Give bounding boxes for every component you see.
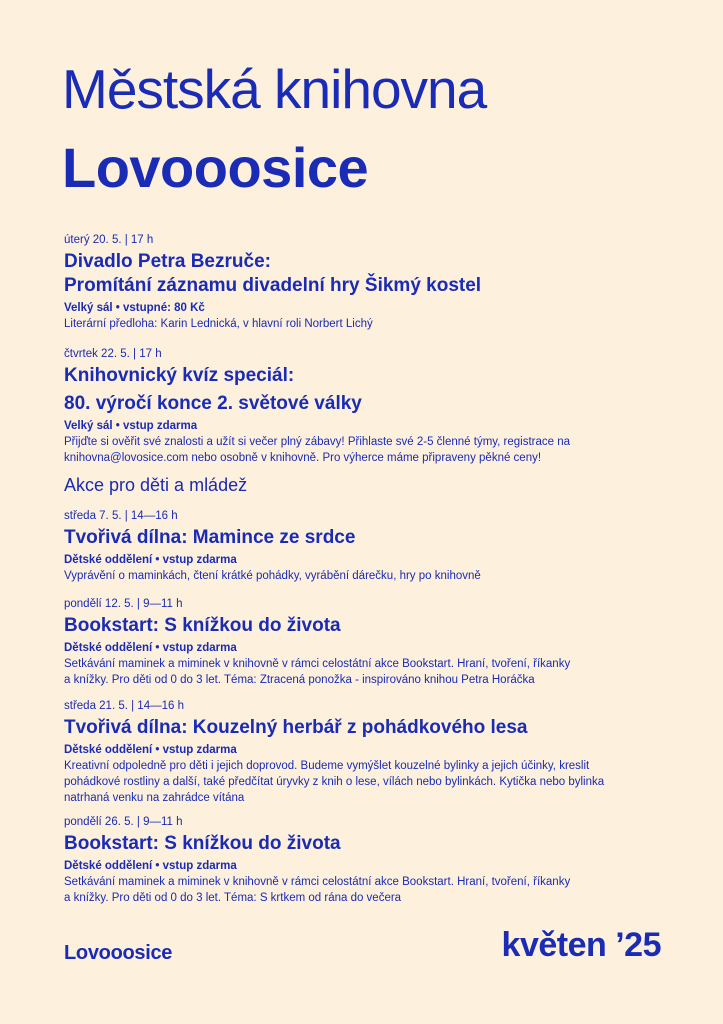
event-item	[64, 346, 664, 466]
event-title: Knihovnický kvíz speciál:	[64, 365, 295, 386]
events-content	[64, 232, 664, 904]
title-line-1: Městská knihovna	[62, 58, 487, 120]
event-date: středa 21. 5. | 14—16 h	[64, 700, 184, 712]
event-description: Setkávání maminek a miminek v knihovně v rámci celostátní akce Bookstart. Hraní, tvoření, říkanky	[64, 876, 571, 888]
event-item	[64, 698, 664, 802]
event-item	[64, 508, 664, 584]
event-description: Kreativní odpoledně pro děti i jejich doprovod. Budeme vymýšlet kouzelné bylinky a jejich účinky, kreslit	[64, 760, 590, 772]
event-title: Bookstart: S knížkou do života	[64, 833, 341, 854]
event-date: pondělí 12. 5. | 9—11 h	[64, 598, 183, 610]
event-description: Přijďte si ověřit své znalosti a užít si večer plný zábavy! Přihlaste své 2-5 členné týmy, registrace na	[64, 436, 571, 448]
section-heading-kids: Akce pro děti a mládež	[64, 475, 248, 495]
event-meta: Velký sál • vstupné: 80 Kč	[64, 302, 205, 314]
event-title: Divadlo Petra Bezruče:	[64, 251, 271, 272]
event-meta: Dětské oddělení • vstup zdarma	[64, 744, 237, 756]
event-item	[64, 814, 664, 904]
event-title: 80. výročí konce 2. světové války	[64, 393, 362, 414]
event-description: a knížky. Pro děti od 0 do 3 let. Téma: Ztracená ponožka - inspirováno knihou Petra Horáčka	[64, 674, 535, 686]
event-item	[64, 232, 664, 334]
event-date: úterý 20. 5. | 17 h	[64, 234, 154, 246]
event-date: čtvrtek 22. 5. | 17 h	[64, 348, 162, 360]
event-meta: Dětské oddělení • vstup zdarma	[64, 554, 237, 566]
event-date: středa 7. 5. | 14—16 h	[64, 510, 178, 522]
event-title: Bookstart: S knížkou do života	[64, 615, 341, 636]
footer-month: květen ’25	[501, 926, 661, 964]
event-title: Tvořivá dílna: Kouzelný herbář z pohádkového lesa	[64, 717, 528, 738]
event-date: pondělí 26. 5. | 9—11 h	[64, 816, 183, 828]
event-description: knihovna@lovosice.com nebo osobně v knihovně. Pro výherce máme připraveny pěkné ceny!	[64, 452, 542, 464]
event-description: pohádkové rostliny a další, také předčítat úryvky z knih o lese, vílách nebo bylinkách. Kytička nebo bylinka	[64, 776, 605, 788]
event-meta: Dětské oddělení • vstup zdarma	[64, 860, 237, 872]
event-description: Literární předloha: Karin Lednická, v hlavní roli Norbert Lichý	[64, 318, 373, 330]
event-description: a knížky. Pro děti od 0 do 3 let. Téma: S krtkem od rána do večera	[64, 892, 402, 904]
event-meta: Dětské oddělení • vstup zdarma	[64, 642, 237, 654]
event-title: Tvořivá dílna: Mamince ze srdce	[64, 527, 356, 548]
title-line-2: Lovooosice	[62, 136, 369, 199]
event-description: natrhaná venku na zahrádce vítána	[64, 792, 245, 804]
event-meta: Velký sál • vstup zdarma	[64, 420, 198, 432]
event-description: Vyprávění o maminkách, čtení krátké pohádky, vyrábění dárečku, hry po knihovně	[64, 570, 481, 582]
event-item	[64, 596, 664, 686]
event-title: Promítání záznamu divadelní hry Šikmý kostel	[64, 275, 482, 296]
footer-brand: Lovooosice	[64, 942, 173, 964]
event-description: Setkávání maminek a miminek v knihovně v rámci celostátní akce Bookstart. Hraní, tvoření, říkanky	[64, 658, 571, 670]
